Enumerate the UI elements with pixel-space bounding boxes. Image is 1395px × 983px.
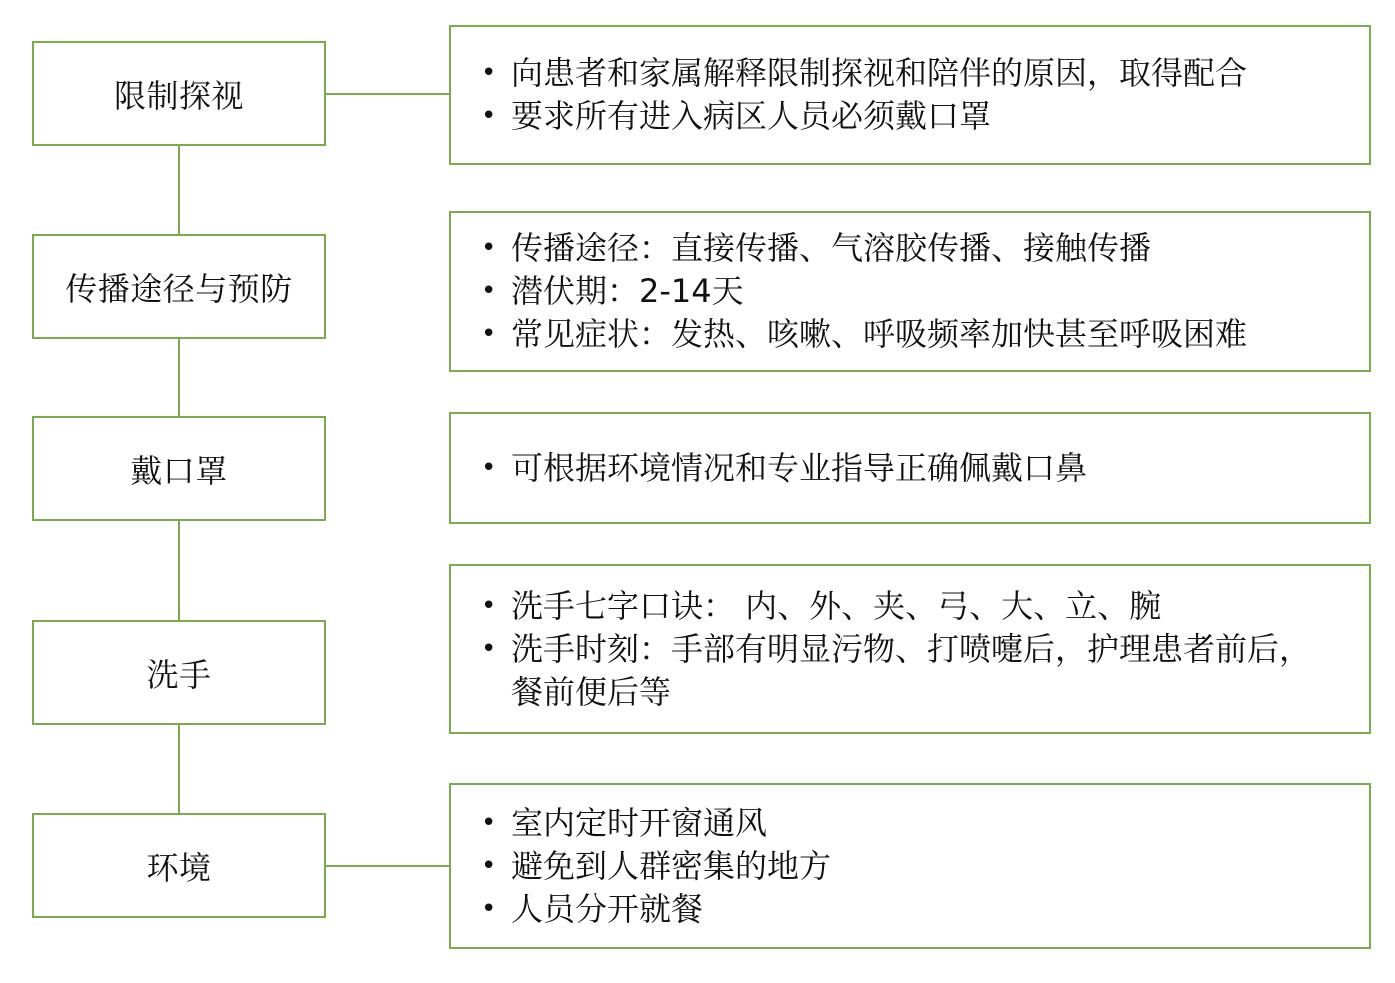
bullet-icon: • <box>481 893 497 924</box>
bullet-icon: • <box>481 633 497 664</box>
detail-item <box>481 52 1341 95</box>
detail-box-wear-mask <box>449 412 1371 524</box>
detail-text: 洗手七字口诀： 内、外、夹、弓、大、立、腕 <box>511 586 1162 625</box>
connector-horizontal-bottom <box>326 865 450 867</box>
connector-vertical-4 <box>178 725 180 814</box>
detail-text: 向患者和家属解释限制探视和陪伴的原因，取得配合 <box>511 54 1248 92</box>
bullet-icon: • <box>481 590 497 621</box>
bullet-icon: • <box>481 58 497 88</box>
detail-item <box>481 585 1341 628</box>
topic-box-environment <box>32 813 326 918</box>
detail-text: 常见症状：发热、咳嗽、呼吸频率加快甚至呼吸困难 <box>511 315 1248 353</box>
detail-item <box>481 95 1341 138</box>
detail-item <box>481 845 1341 888</box>
bullet-icon: • <box>481 101 497 131</box>
bullet-icon: • <box>481 319 497 349</box>
detail-text: 人员分开就餐 <box>511 889 704 928</box>
detail-box-visit-restriction <box>449 25 1371 165</box>
connector-horizontal-top <box>326 93 450 95</box>
bullet-icon: • <box>481 850 497 881</box>
topic-label: 环境 <box>146 848 212 887</box>
detail-text: 传播途径：直接传播、气溶胶传播、接触传播 <box>511 229 1152 267</box>
bullet-icon: • <box>481 233 497 263</box>
detail-box-transmission-prevention <box>449 211 1371 372</box>
detail-box-environment <box>449 783 1371 949</box>
topic-label: 洗手 <box>146 655 212 694</box>
detail-text: 要求所有进入病区人员必须戴口罩 <box>511 97 992 135</box>
detail-list <box>481 802 1341 931</box>
detail-item <box>481 227 1341 270</box>
connector-vertical-3 <box>178 521 180 621</box>
topic-box-wear-mask <box>32 416 326 521</box>
topic-label: 戴口罩 <box>130 451 228 490</box>
detail-text: 室内定时开窗通风 <box>511 803 768 842</box>
detail-list <box>481 585 1341 714</box>
bullet-icon: • <box>481 807 497 838</box>
detail-item <box>481 313 1341 356</box>
bullet-icon: • <box>481 452 497 483</box>
detail-item <box>481 447 1341 490</box>
detail-list <box>481 447 1341 490</box>
topic-box-transmission-prevention <box>32 234 326 339</box>
topic-label: 限制探视 <box>113 76 244 115</box>
detail-text: 可根据环境情况和专业指导正确佩戴口鼻 <box>511 448 1088 487</box>
detail-list <box>481 227 1341 356</box>
connector-vertical-2 <box>178 339 180 417</box>
topic-label: 传播途径与预防 <box>65 269 293 308</box>
topic-box-hand-washing <box>32 620 326 725</box>
detail-item <box>481 802 1341 845</box>
detail-item <box>481 270 1341 313</box>
detail-text: 潜伏期：2-14天 <box>511 272 744 310</box>
detail-box-hand-washing <box>449 564 1371 734</box>
topic-box-visit-restriction <box>32 41 326 146</box>
detail-item <box>481 628 1341 714</box>
connector-vertical-1 <box>178 146 180 236</box>
detail-item <box>481 888 1341 931</box>
detail-text: 洗手时刻：手部有明显污物、打喷嚏后，护理患者前后，餐前便后等 <box>511 629 1312 711</box>
detail-list <box>481 52 1341 138</box>
detail-text: 避免到人群密集的地方 <box>511 846 832 885</box>
bullet-icon: • <box>481 276 497 306</box>
